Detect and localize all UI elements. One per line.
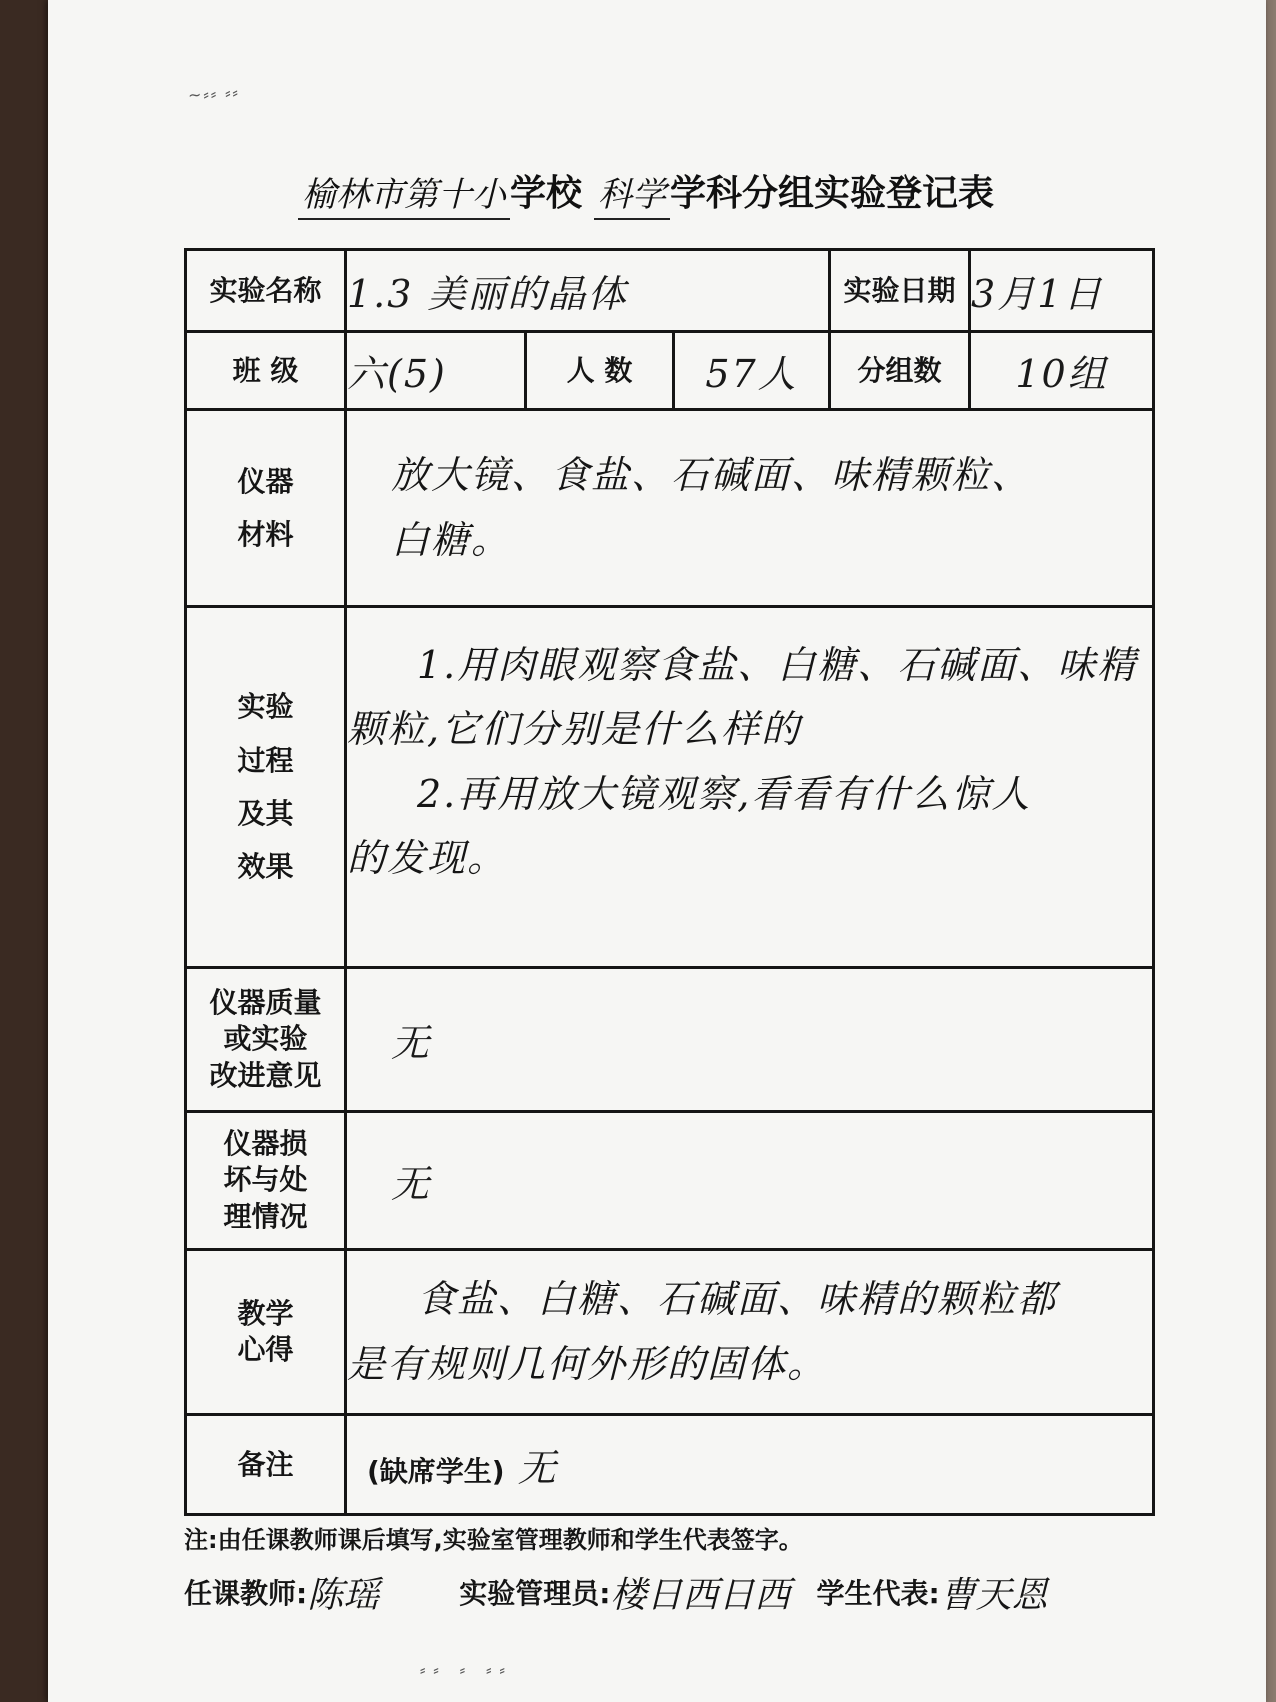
materials-label	[186, 410, 346, 606]
materials-label-line1: 仪器	[237, 464, 294, 498]
quality-value: 无	[391, 1020, 432, 1065]
experiment-name-value: 1.3 美丽的晶体	[347, 272, 628, 317]
experiment-name-label: 实验名称	[186, 250, 346, 332]
damage-label-line1: 仪器损	[223, 1127, 308, 1161]
reflection-label-line1: 教学	[237, 1296, 294, 1330]
damage-value: 无	[391, 1162, 432, 1207]
quality-label-line3: 改进意见	[209, 1058, 322, 1092]
process-label-line2: 过程	[237, 743, 294, 777]
reflection-line2: 是有规则几何外形的固体。	[347, 1341, 828, 1386]
form-title	[298, 160, 1058, 220]
remarks-label: 备注	[186, 1414, 346, 1514]
reflection-line1: 食盐、白糖、石碱面、味精的颗粒都	[417, 1277, 1058, 1322]
materials-content	[346, 410, 1154, 606]
process-label-line3: 及其	[237, 796, 294, 830]
people-label: 人 数	[526, 332, 674, 410]
top-marks: ~⸗⸗ ⸗⸗	[187, 82, 241, 105]
teacher-signature: 陈瑶	[307, 1574, 380, 1616]
materials-label-line2: 材料	[237, 518, 294, 552]
class-label: 班 级	[186, 332, 346, 410]
experiment-date-value: 3月1日	[971, 272, 1104, 317]
bottom-marks: ⸗⸗ ⸗ ⸗⸗	[420, 1660, 513, 1679]
student-label: 学生代表:	[816, 1577, 940, 1610]
groups-value: 10组	[1015, 352, 1108, 397]
materials-line1: 放大镜、食盐、石碱面、味精颗粒、	[391, 453, 1032, 498]
groups-label: 分组数	[830, 332, 970, 410]
student-signature: 曹天恩	[939, 1574, 1048, 1616]
reflection-content	[346, 1250, 1154, 1414]
reflection-label-line2: 心得	[237, 1332, 294, 1366]
experiment-registration-table	[184, 248, 1155, 1516]
row-class-info	[186, 332, 1154, 410]
row-quality	[186, 967, 1154, 1111]
people-value: 57人	[705, 352, 798, 397]
process-line4: 的发现。	[347, 836, 508, 881]
remarks-prefix: (缺席学生)	[367, 1454, 505, 1488]
quality-label-line2: 或实验	[223, 1022, 308, 1056]
damage-label-line2: 坏与处	[223, 1163, 308, 1197]
row-remarks	[186, 1414, 1154, 1514]
row-process	[186, 606, 1154, 967]
school-name-handwritten: 榆林市第十小	[298, 167, 510, 220]
damage-label	[186, 1111, 346, 1249]
teacher-label: 任课教师:	[184, 1577, 308, 1610]
form-name: 学科分组实验登记表	[670, 173, 995, 214]
admin-label: 实验管理员:	[459, 1577, 611, 1610]
process-line2: 颗粒,它们分别是什么样的	[347, 707, 802, 752]
school-suffix: 学校	[510, 173, 583, 214]
process-line1: 1.用肉眼观察食盐、白糖、石碱面、味精	[417, 642, 1138, 687]
damage-label-line3: 理情况	[223, 1199, 308, 1233]
quality-label-line1: 仪器质量	[209, 985, 322, 1019]
process-label-line4: 效果	[237, 849, 294, 883]
signature-row	[184, 1562, 1144, 1622]
row-experiment-name	[186, 250, 1154, 332]
process-line3: 2.再用放大镜观察,看看有什么惊人	[417, 771, 1032, 816]
quality-label	[186, 967, 346, 1111]
process-content	[346, 606, 1154, 967]
subject-handwritten: 科学	[594, 167, 670, 220]
row-reflection	[186, 1250, 1154, 1414]
process-label-line1: 实验	[237, 690, 294, 724]
class-value: 六(5)	[347, 352, 447, 397]
form-note: 注:由任课教师课后填写,实验室管理教师和学生代表签字。	[184, 1526, 803, 1554]
materials-line2: 白糖。	[391, 518, 512, 563]
remarks-value: 无	[517, 1445, 558, 1490]
row-damage	[186, 1111, 1154, 1249]
admin-signature: 楼日西日西	[610, 1574, 791, 1616]
row-materials	[186, 410, 1154, 606]
experiment-date-label: 实验日期	[830, 250, 970, 332]
reflection-label	[186, 1250, 346, 1414]
process-label	[186, 606, 346, 967]
